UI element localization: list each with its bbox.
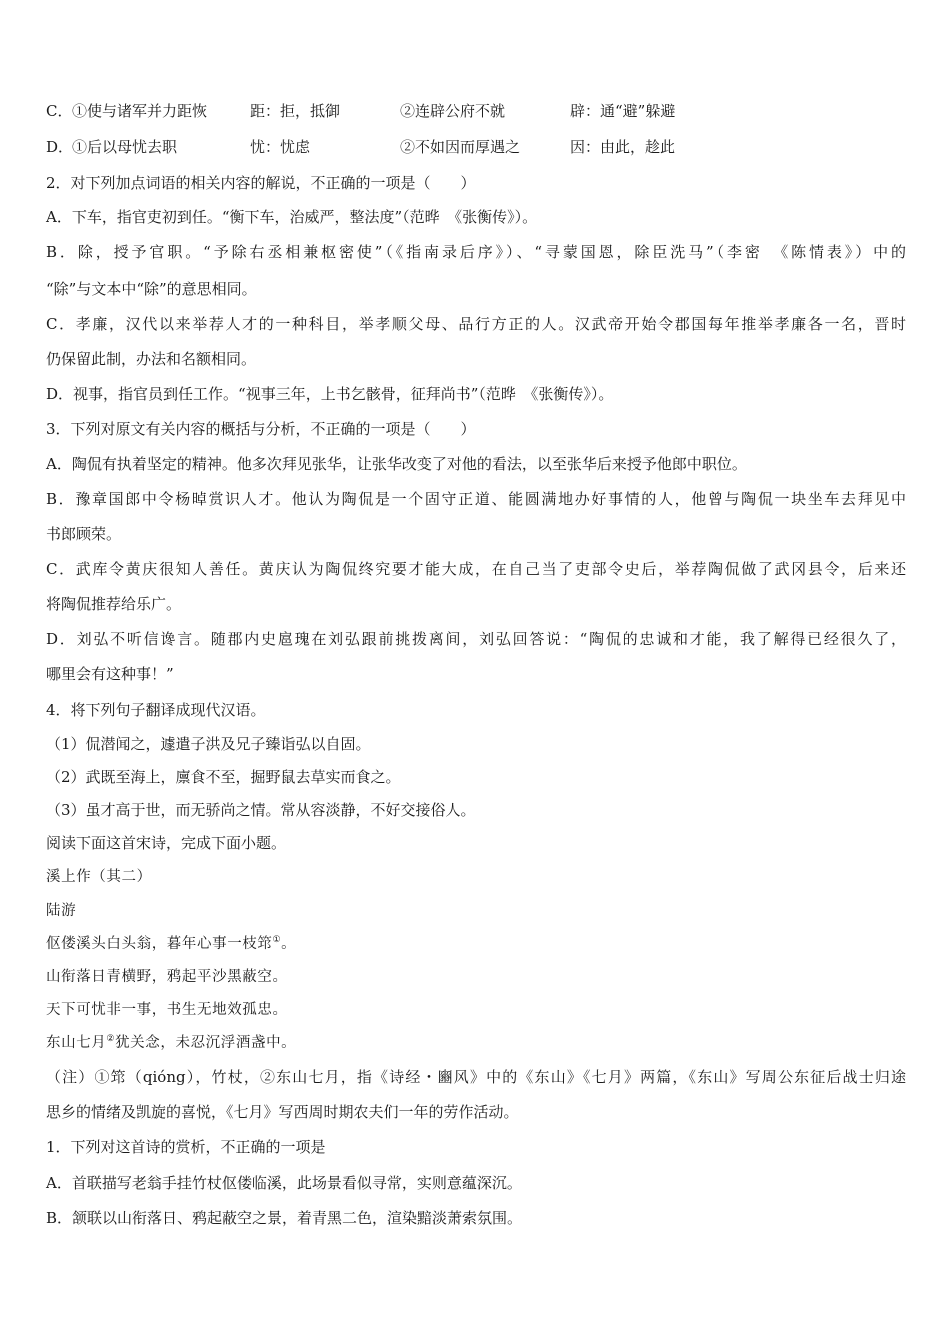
poem-question-1-option-b: B．颔联以山衔落日、鸦起蔽空之景，着青黑二色，渲染黯淡萧索氛围。	[46, 1209, 523, 1227]
option-c-gloss-1: 距：拒，抵御	[250, 102, 341, 120]
question-3-option-c-line-1: C．武库令黄庆很知人善任。黄庆认为陶侃终究要才能大成，在自己当了吏部令史后，举荐陶侃做了武冈县令，后来还	[46, 560, 906, 578]
poem-line-1	[46, 933, 296, 955]
question-2-option-b-line-2: “除”与文本中“除”的意思相同。	[46, 280, 257, 298]
option-d-sentence-2: ②不如因而厚遇之	[400, 138, 521, 156]
poem-line-4	[46, 1032, 296, 1054]
question-2-stem: 2．对下列加点词语的相关内容的解说，不正确的一项是（ ）	[46, 174, 476, 192]
question-4-sentence-2: （2）武既至海上，廪食不至，掘野鼠去草实而食之。	[46, 768, 401, 786]
poem-line-4-start: 东山七月	[46, 1035, 107, 1051]
option-d-gloss-1: 忧：忧虑	[250, 138, 311, 156]
question-3-stem: 3．下列对原文有关内容的概括与分析，不正确的一项是（ ）	[46, 420, 476, 438]
poem-question-1-option-a: A．首联描写老翁手挂竹杖伛偻临溪，此场景看似寻常，实则意蕴深沉。	[46, 1174, 522, 1192]
question-3-option-c-line-2: 将陶侃推荐给乐广。	[46, 595, 182, 613]
option-d-row	[46, 136, 675, 158]
poem-line-1-end: 。	[281, 936, 297, 952]
option-d-sentence-1: ①后以母忧去职	[72, 138, 178, 156]
poem-line-1-text: 伛偻溪头白头翁，暮年心事一枝筇	[46, 936, 273, 952]
option-d-gloss-2: 因：由此，趁此	[570, 138, 676, 156]
poem-note-line-2: 思乡的情绪及凯旋的喜悦，《七月》写西周时期农夫们一年的劳作活动。	[46, 1103, 519, 1121]
question-2-option-d: D．视事，指官员到任工作。“视事三年，上书乞骸骨，征拜尚书”（范晔 《张衡传》）。	[46, 385, 614, 403]
poem-title: 溪上作（其二）	[46, 869, 152, 885]
question-2-option-b-line-1: B．除，授予官职。“予除右丞相兼枢密使”（《指南录后序》）、“寻蒙国恩，除臣洗马”（李密 《陈情表》）中的	[46, 243, 906, 261]
question-2-option-c-line-2: 仍保留此制，办法和名额相同。	[46, 350, 257, 368]
question-4-sentence-1: （1）侃潜闻之，遽遣子洪及兄子臻诣弘以自固。	[46, 735, 371, 753]
question-3-option-b-line-2: 书郎顾荣。	[46, 525, 122, 543]
option-c-row	[46, 100, 675, 122]
question-2-option-a: A．下车，指官吏初到任。“衡下车，治威严，整法度”（范晔 《张衡传》）。	[46, 208, 538, 226]
poem-author: 陆游	[46, 903, 77, 919]
poem-line-3: 天下可忧非一事，书生无地效孤忠。	[46, 1002, 288, 1018]
option-c-gloss-2: 辟：通“避”躲避	[570, 102, 676, 120]
option-label: C．	[46, 102, 73, 120]
poem-note-line-1: （注）①筇（qióng），竹杖，②东山七月，指《诗经・豳风》中的《东山》《七月》两篇，《东山》写周公东征后战士归途	[46, 1068, 906, 1086]
option-c-sentence-1: ①使与诸军并力距恢	[72, 102, 208, 120]
footnote-marker-1: ①	[272, 935, 282, 946]
question-4-stem: 4．将下列句子翻译成现代汉语。	[46, 701, 266, 719]
question-4-sentence-3: （3）虽才高于世，而无骄尚之情。常从容淡静，不好交接俗人。	[46, 801, 476, 819]
question-3-option-a: A．陶侃有执着坚定的精神。他多次拜见张华，让张华改变了对他的看法，以至张华后来授予他郎中职位。	[46, 455, 747, 473]
option-label: D．	[46, 138, 74, 156]
poem-line-4-end: 犹关念，未忍沉浮酒盏中。	[115, 1035, 297, 1051]
question-2-option-c-line-1: C．孝廉，汉代以来举荐人才的一种科目，举孝顺父母、品行方正的人。汉武帝开始令郡国每年推举孝廉各一名，晋时	[46, 315, 906, 333]
question-3-option-b-line-1: B．豫章国郎中令杨晫赏识人才。他认为陶侃是一个固守正道、能圆满地办好事情的人，他曾与陶侃一块坐车去拜见中	[46, 490, 906, 508]
question-3-option-d-line-2: 哪里会有这种事！”	[46, 665, 174, 683]
poem-intro: 阅读下面这首宋诗，完成下面小题。	[46, 834, 287, 852]
question-3-option-d-line-1: D．刘弘不听信谗言。随郡内史扈瑰在刘弘跟前挑拨离间，刘弘回答说：“陶侃的忠诚和才能，我了解得已经很久了，	[46, 630, 906, 648]
footnote-marker-2: ②	[106, 1034, 116, 1045]
poem-line-2: 山衔落日青横野，鸦起平沙黑蔽空。	[46, 969, 288, 985]
option-c-sentence-2: ②连辟公府不就	[400, 102, 506, 120]
poem-question-1-stem: 1．下列对这首诗的赏析，不正确的一项是	[46, 1138, 326, 1156]
